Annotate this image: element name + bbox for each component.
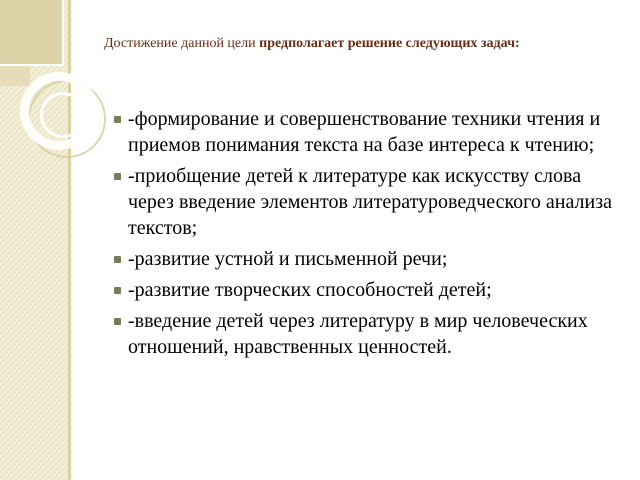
list-item-text: -развитие устной и письменной речи;: [128, 248, 448, 270]
task-list: [114, 106, 614, 365]
decorative-small-square: [0, 66, 30, 86]
list-item-text: -развитие творческих способностей детей;: [128, 279, 492, 301]
list-item-text: -формирование и совершенствование техники чтения и приемов понимания текста на базе интереса к чтению;: [128, 108, 601, 156]
decorative-square: [0, 0, 64, 66]
list-item-text: -приобщение детей к литературе как искусству слова через введение элементов литературоведческого анализа текстов;: [128, 165, 612, 239]
list-item-text: -введение детей через литературу в мир человеческих отношений, нравственных ценностей.: [128, 310, 588, 358]
bullet-icon: [114, 116, 121, 123]
list-item: [114, 106, 614, 158]
bullet-icon: [114, 173, 121, 180]
bullet-icon: [114, 287, 121, 294]
list-item: [114, 163, 614, 241]
title-bold-part: предполагает решение следующих задач: [259, 36, 515, 51]
list-item: [114, 277, 614, 303]
side-band-edge: [68, 0, 71, 480]
title-normal-part: Достижение данной цели: [104, 36, 260, 51]
bullet-icon: [114, 318, 121, 325]
decorative-ring-small: [40, 92, 86, 138]
bullet-icon: [114, 256, 121, 263]
title-end-part: :: [514, 36, 520, 51]
list-item: [114, 246, 614, 272]
list-item: [114, 308, 614, 360]
slide-title: [104, 34, 624, 54]
